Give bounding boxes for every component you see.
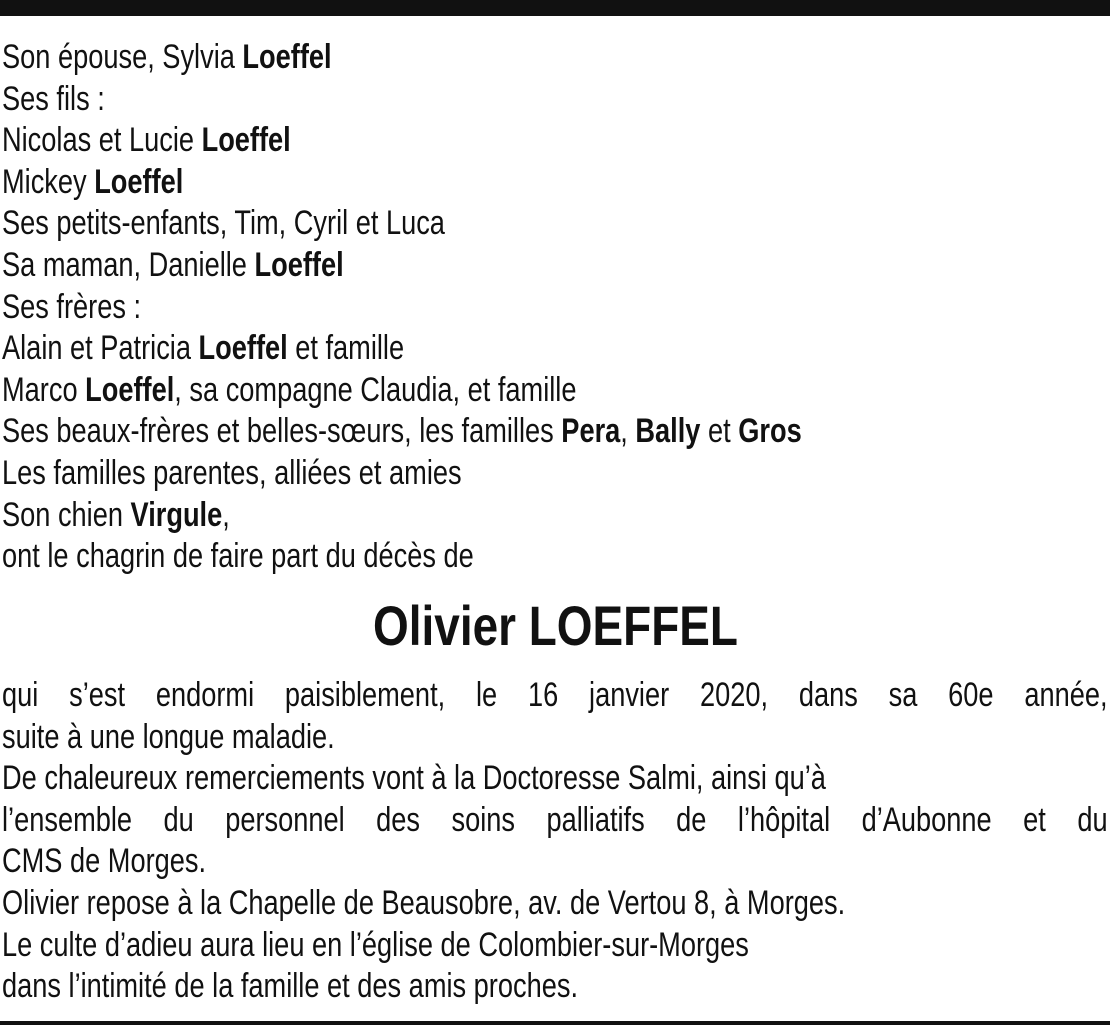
word: palliatifs [546,800,645,839]
family-line-son-nicolas: Nicolas et Lucie Loeffel [2,121,291,160]
surname: Loeffel [254,245,344,284]
surname: Bally [635,412,701,451]
family-line-brothers-heading: Ses frères : [2,287,142,326]
surname: Loeffel [94,162,184,201]
word: dans [798,676,858,714]
word: qui [2,676,39,714]
word: s’est [69,676,126,714]
word: l’hôpital [737,800,831,839]
word: paisiblement, [284,676,446,714]
word: personnel [225,800,345,839]
announcement-intro: ont le chagrin de faire part du décès de [2,537,474,576]
family-line-brother-marco: Marco Loeffel, sa compagne Claudia, et famille [2,370,577,409]
surname: Gros [738,412,802,451]
family-line-sons-heading: Ses fils : [2,79,105,118]
surname: Loeffel [201,121,291,160]
dog-name: Virgule [130,495,223,534]
word: le [475,676,498,714]
family-line-brother-alain: Alain et Patricia Loeffel et famille [2,329,405,368]
word: sa [888,676,918,714]
word: des [376,800,421,839]
word: 2020, [699,676,769,714]
body-line-intimacy: dans l’intimité de la famille et des amis proches. [2,967,578,1006]
body-line-service: Le culte d’adieu aura lieu en l’église de Colombier-sur-Morges [2,925,749,964]
top-rule [0,0,1110,16]
family-line-dog: Son chien Virgule, [2,495,230,534]
word: janvier [589,676,670,714]
body-line-rest-place: Olivier repose à la Chapelle de Beausobre, av. de Vertou 8, à Morges. [2,883,846,922]
surname: Loeffel [242,38,332,76]
word: endormi [155,676,255,714]
word: de [676,800,707,839]
word: soins [451,800,515,839]
body-line-illness: suite à une longue maladie. [2,717,335,756]
surname: Pera [561,412,621,451]
surname: Loeffel [198,329,288,368]
deceased-name: Olivier LOEFFEL [372,594,738,657]
body-line-thanks-staff [2,800,1108,842]
word: d’Aubonne [861,800,992,839]
word: et [1023,800,1046,839]
word: du [1077,800,1108,839]
family-line-spouse: Son épouse, Sylvia Loeffel [2,38,332,76]
body-line-thanks: De chaleureux remerciements vont à la Doctoresse Salmi, ainsi qu’à [2,759,826,798]
family-line-mother: Sa maman, Danielle Loeffel [2,245,344,284]
body-line-cms: CMS de Morges. [2,842,207,881]
family-list [2,37,1108,578]
word: l’ensemble [2,800,133,839]
word: 16 [527,676,559,714]
body-line-passing [2,675,1108,717]
bottom-rule [0,1021,1110,1025]
word: année, [1024,676,1108,714]
family-line-relatives: Les familles parentes, alliées et amies [2,453,462,492]
family-line-son-mickey: Mickey Loeffel [2,162,184,201]
surname: Loeffel [85,370,175,409]
announcement-body [2,675,1108,1008]
word: 60e [948,676,994,714]
family-line-in-laws: Ses beaux-frères et belles-sœurs, les familles Pera, Bally et Gros [2,412,802,451]
family-line-grandchildren: Ses petits-enfants, Tim, Cyril et Luca [2,204,445,243]
word: du [163,800,194,839]
